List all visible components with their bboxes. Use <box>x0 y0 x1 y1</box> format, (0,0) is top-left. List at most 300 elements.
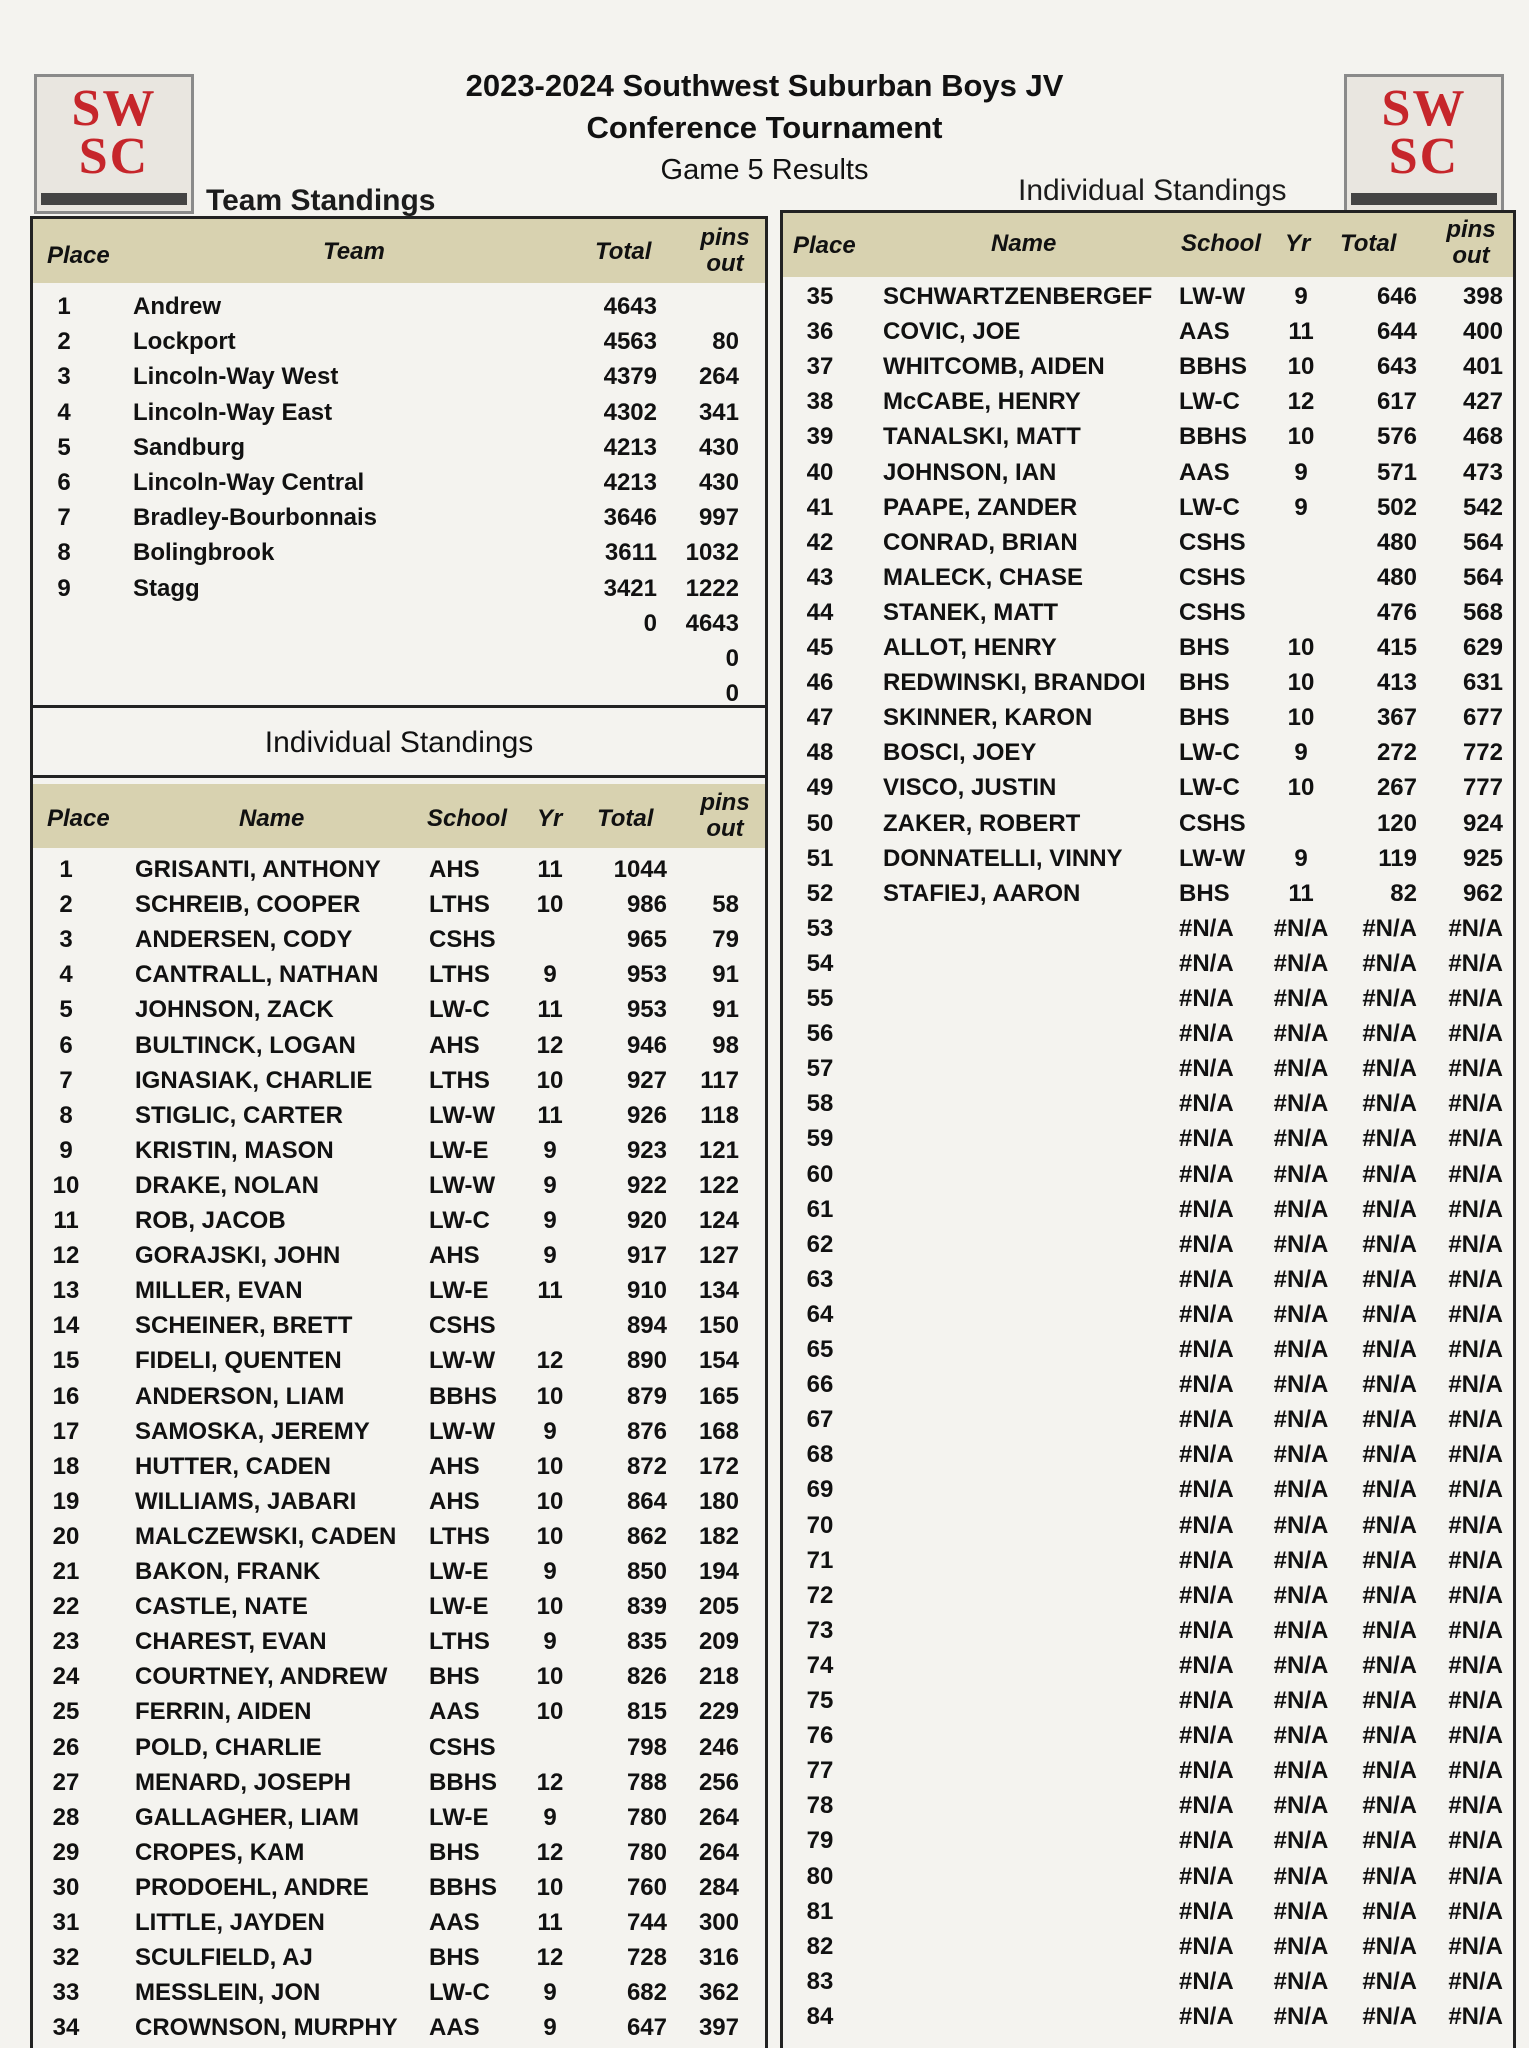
cell-pins: 1222 <box>685 574 739 602</box>
cell-school: BBHS <box>429 1768 498 1796</box>
cell-pins: #N/A <box>1448 2002 1503 2030</box>
cell-total: 1044 <box>613 856 667 883</box>
cell-school: #N/A <box>1179 1300 1234 1328</box>
cell-school: BHS <box>429 1944 480 1972</box>
cell-name: CASTLE, NATE <box>135 1593 308 1621</box>
cell-total: #N/A <box>1362 1020 1417 1048</box>
cell-place: 31 <box>52 1909 80 1936</box>
cell-total: #N/A <box>1362 985 1417 1012</box>
cell-total: #N/A <box>1362 1476 1417 1504</box>
cell-name: PRODOEHL, ANDRE <box>135 1873 369 1901</box>
cell-place: 32 <box>52 1944 80 1972</box>
cell-name: CONRAD, BRIAN <box>883 528 1078 556</box>
cell-name: ANDERSON, LIAM <box>135 1382 345 1410</box>
table-row <box>783 1121 1513 1156</box>
table-row <box>33 1905 765 1940</box>
cell-school: #N/A <box>1179 1757 1234 1785</box>
cell-total: 120 <box>1376 809 1417 837</box>
cell-yr: 9 <box>1294 458 1308 486</box>
cell-total: 3421 <box>603 574 657 602</box>
cell-pins: #N/A <box>1448 1897 1503 1925</box>
cell-school: #N/A <box>1179 1862 1234 1890</box>
cell-school: CSHS <box>429 1733 496 1761</box>
cell-total: 953 <box>626 996 667 1024</box>
cell-pins: 154 <box>698 1347 739 1375</box>
cell-school: #N/A <box>1179 1055 1234 1083</box>
cell-place: 29 <box>52 1838 80 1866</box>
cell-name: SCULFIELD, AJ <box>135 1944 313 1972</box>
cell-name: PAAPE, ZANDER <box>883 493 1078 521</box>
cell-place: 70 <box>806 1511 834 1539</box>
cell-yr: 10 <box>536 1487 564 1515</box>
cell-name: CHAREST, EVAN <box>135 1628 327 1656</box>
table-row <box>33 606 765 641</box>
cell-school: AAS <box>1179 318 1230 346</box>
cell-total: 815 <box>626 1698 667 1726</box>
table-row <box>33 1414 765 1449</box>
cell-place: 67 <box>806 1406 834 1434</box>
page-title: 2023-2024 Southwest Suburban Boys JV <box>465 68 1064 103</box>
table-row <box>33 535 765 570</box>
cell-place: 60 <box>806 1160 834 1188</box>
cell-yr: 9 <box>543 1979 557 2007</box>
cell-pins: #N/A <box>1448 1476 1503 1504</box>
cell-place: 59 <box>806 1125 834 1153</box>
cell-school: #N/A <box>1179 1546 1234 1574</box>
cell-yr: #N/A <box>1273 1090 1329 1118</box>
cell-pins: #N/A <box>1448 1581 1503 1609</box>
table-row <box>33 1519 765 1554</box>
table-row <box>783 770 1513 805</box>
cell-school: LTHS <box>429 1628 490 1656</box>
cell-yr: #N/A <box>1273 949 1329 977</box>
cell-total: #N/A <box>1362 1792 1417 1820</box>
cell-total: #N/A <box>1362 1300 1417 1328</box>
cell-yr: 9 <box>1294 844 1308 872</box>
cell-pins: 209 <box>698 1628 739 1656</box>
cell-total: #N/A <box>1362 1511 1417 1539</box>
cell-total: 82 <box>1390 879 1417 907</box>
cell-place: 10 <box>52 1171 80 1199</box>
table-row <box>33 887 765 922</box>
cell-total: 4213 <box>603 433 657 461</box>
cell-yr: #N/A <box>1273 1651 1329 1679</box>
cell-place: 84 <box>806 2002 834 2030</box>
cell-total: #N/A <box>1362 1862 1417 1890</box>
cell-total: 780 <box>626 1803 667 1831</box>
cell-pins: 1032 <box>685 539 739 567</box>
cell-place: 19 <box>52 1487 80 1515</box>
cell-place: 83 <box>806 1967 834 1995</box>
cell-total: #N/A <box>1362 1125 1417 1153</box>
cell-place: 23 <box>52 1628 80 1656</box>
cell-pins: #N/A <box>1448 1651 1503 1679</box>
table-row <box>33 1098 765 1133</box>
cell-name: GORAJSKI, JOHN <box>135 1242 341 1270</box>
cell-yr: 9 <box>543 1558 557 1585</box>
cell-pins: #N/A <box>1448 1300 1503 1328</box>
cell-total: 953 <box>626 961 667 989</box>
cell-yr: #N/A <box>1273 1371 1329 1399</box>
cell-total: 850 <box>626 1558 667 1585</box>
cell-pins: 79 <box>712 926 739 954</box>
cell-yr: #N/A <box>1273 1441 1329 1469</box>
cell-total: #N/A <box>1362 1090 1417 1118</box>
cell-name: SCHEINER, BRETT <box>135 1312 353 1340</box>
cell-pins: #N/A <box>1448 1616 1503 1644</box>
cell-pins: #N/A <box>1448 1020 1503 1048</box>
cell-team: Lincoln-Way West <box>133 363 339 391</box>
cell-total: 476 <box>1376 598 1417 626</box>
cell-place: 81 <box>806 1897 834 1925</box>
cell-yr: 11 <box>537 996 563 1024</box>
cell-pins: #N/A <box>1448 1055 1503 1083</box>
cell-place: 49 <box>806 774 834 802</box>
cell-name: CANTRALL, NATHAN <box>135 961 379 989</box>
cell-school: LTHS <box>429 1066 490 1094</box>
cell-pins: 264 <box>698 1803 739 1831</box>
cell-pins: 168 <box>698 1417 739 1445</box>
cell-total: 119 <box>1378 844 1417 872</box>
cell-name: ZAKER, ROBERT <box>883 809 1081 837</box>
cell-total: 780 <box>626 1838 667 1866</box>
cell-name: STAFIEJ, AARON <box>883 879 1081 907</box>
cell-school: #N/A <box>1179 1441 1234 1469</box>
table-row <box>33 1730 765 1765</box>
cell-name: ROB, JACOB <box>135 1207 286 1234</box>
cell-yr: 11 <box>537 1909 563 1936</box>
cell-total: #N/A <box>1362 1230 1417 1258</box>
table-row <box>33 571 765 606</box>
cell-pins: 997 <box>698 504 739 532</box>
cell-pins: 0 <box>725 680 739 708</box>
cell-pins: #N/A <box>1448 1160 1503 1188</box>
cell-pins: 229 <box>698 1698 739 1726</box>
cell-team: Sandburg <box>133 433 245 461</box>
cell-team: Andrew <box>133 293 222 320</box>
cell-place: 45 <box>806 634 834 661</box>
cell-pins: #N/A <box>1448 1967 1503 1995</box>
cell-place: 8 <box>59 1101 73 1129</box>
cell-name: McCABE, HENRY <box>883 388 1081 416</box>
table-row <box>783 1823 1513 1858</box>
table-row <box>783 700 1513 735</box>
cell-place: 6 <box>59 1031 73 1059</box>
table-row <box>783 1051 1513 1086</box>
cell-place: 69 <box>806 1476 834 1504</box>
cell-pins: #N/A <box>1448 1687 1503 1714</box>
cell-total: 413 <box>1376 669 1417 697</box>
cell-pins: 316 <box>698 1944 739 1972</box>
cell-place: 12 <box>52 1242 80 1270</box>
table-row <box>783 1367 1513 1402</box>
table-row <box>33 1659 765 1694</box>
table-row <box>783 1086 1513 1121</box>
cell-place: 33 <box>52 1979 80 2007</box>
cell-total: #N/A <box>1362 1757 1417 1785</box>
cell-pins: 341 <box>698 398 739 426</box>
cell-pins: 568 <box>1462 598 1503 626</box>
cell-total: #N/A <box>1362 1932 1417 1960</box>
cell-pins: #N/A <box>1448 1230 1503 1258</box>
cell-total: 4213 <box>603 469 657 496</box>
cell-school: CSHS <box>1179 528 1246 556</box>
cell-school: AAS <box>1179 458 1230 486</box>
cell-place: 68 <box>806 1441 834 1469</box>
cell-pins: #N/A <box>1448 914 1503 942</box>
cell-school: AHS <box>429 856 480 883</box>
cell-total: 744 <box>626 1909 667 1936</box>
cell-school: LW-W <box>429 1101 496 1129</box>
cell-school: #N/A <box>1179 1792 1234 1820</box>
cell-name: LITTLE, JAYDEN <box>135 1909 325 1936</box>
cell-school: #N/A <box>1179 1020 1234 1048</box>
cell-school: #N/A <box>1179 1581 1234 1609</box>
cell-total: #N/A <box>1362 1055 1417 1083</box>
cell-yr: 9 <box>543 1803 557 1831</box>
table-row <box>33 1975 765 2010</box>
cell-pins: 58 <box>712 891 739 919</box>
cell-total: 367 <box>1376 704 1417 732</box>
cell-name: VISCO, JUSTIN <box>883 774 1057 802</box>
individual-left-header: Place Name School Yr Total pins out <box>33 784 765 848</box>
cell-place: 80 <box>806 1862 834 1890</box>
cell-yr: 10 <box>536 1452 564 1480</box>
cell-yr: 9 <box>1294 283 1308 310</box>
cell-school: #N/A <box>1179 1476 1234 1504</box>
cell-place: 75 <box>806 1687 834 1714</box>
cell-name: ALLOT, HENRY <box>883 634 1057 661</box>
table-row <box>783 1578 1513 1613</box>
cell-total: 894 <box>626 1312 667 1340</box>
cell-school: CSHS <box>1179 563 1246 591</box>
page-subtitle: Conference Tournament <box>586 110 943 145</box>
cell-school: LW-C <box>1179 739 1240 767</box>
table-row <box>33 1940 765 1975</box>
cell-place: 58 <box>806 1090 834 1118</box>
cell-yr: 10 <box>536 1066 564 1094</box>
table-row <box>33 359 765 394</box>
cell-pins: 401 <box>1462 353 1503 381</box>
cell-pins: 127 <box>698 1242 739 1270</box>
table-row <box>33 324 765 359</box>
cell-yr: #N/A <box>1273 1967 1329 1995</box>
table-row <box>33 1624 765 1659</box>
cell-yr: 12 <box>1287 388 1315 416</box>
cell-name: BOSCI, JOEY <box>883 739 1037 767</box>
cell-total: #N/A <box>1362 914 1417 942</box>
cell-pins: 400 <box>1462 318 1503 346</box>
cell-total: 835 <box>626 1628 667 1656</box>
cell-team: Stagg <box>133 574 200 602</box>
cell-total: 480 <box>1376 563 1417 591</box>
cell-yr: 11 <box>537 856 563 883</box>
cell-place: 48 <box>806 739 834 767</box>
cell-pins: #N/A <box>1448 1336 1503 1363</box>
cell-place: 3 <box>57 363 71 391</box>
cell-yr: #N/A <box>1273 1230 1329 1258</box>
cell-name: MALCZEWSKI, CADEN <box>135 1522 397 1550</box>
cell-pins: 924 <box>1462 809 1503 837</box>
table-row <box>783 1753 1513 1788</box>
cell-school: LW-C <box>1179 388 1240 416</box>
cell-pins: 284 <box>698 1873 739 1901</box>
cell-total: 798 <box>626 1733 667 1761</box>
cell-total: 4643 <box>603 293 657 320</box>
cell-name: KRISTIN, MASON <box>135 1136 334 1164</box>
cell-school: BBHS <box>429 1382 498 1410</box>
cell-school: #N/A <box>1179 1616 1234 1644</box>
cell-pins: 218 <box>698 1663 739 1691</box>
table-row <box>783 525 1513 560</box>
cell-yr: 9 <box>543 1136 557 1164</box>
cell-name: MENARD, JOSEPH <box>135 1768 352 1796</box>
cell-place: 66 <box>806 1371 834 1399</box>
cell-yr: 10 <box>1287 669 1315 697</box>
cell-name: JOHNSON, IAN <box>883 458 1057 486</box>
cell-team: Bolingbrook <box>133 539 275 567</box>
cell-total: #N/A <box>1362 1546 1417 1574</box>
table-row <box>33 1765 765 1800</box>
cell-school: LW-W <box>1179 844 1246 872</box>
cell-yr: #N/A <box>1273 1827 1329 1855</box>
cell-yr: 10 <box>536 1382 564 1410</box>
table-row <box>33 1133 765 1168</box>
individual-right-header: Place Name School Yr Total pins out <box>783 213 1513 277</box>
cell-place: 52 <box>806 879 834 907</box>
cell-total: 643 <box>1376 353 1417 381</box>
cell-yr: 9 <box>1294 739 1308 767</box>
cell-pins: 182 <box>698 1522 739 1550</box>
cell-total: #N/A <box>1362 1441 1417 1469</box>
cell-place: 34 <box>52 2014 80 2042</box>
table-row <box>33 2010 765 2045</box>
cell-pins: 468 <box>1462 423 1503 451</box>
cell-school: #N/A <box>1179 1651 1234 1679</box>
table-row <box>783 1894 1513 1929</box>
cell-name: FIDELI, QUENTEN <box>135 1347 342 1375</box>
cell-total: 879 <box>626 1382 667 1410</box>
cell-yr: #N/A <box>1273 1300 1329 1328</box>
cell-pins: 165 <box>698 1382 739 1410</box>
cell-name: JOHNSON, ZACK <box>135 996 334 1024</box>
team-standings-table <box>30 216 768 708</box>
cell-school: #N/A <box>1179 2002 1234 2030</box>
cell-yr: #N/A <box>1273 1511 1329 1539</box>
cell-place: 24 <box>52 1663 80 1691</box>
cell-total: 876 <box>626 1417 667 1445</box>
cell-yr: #N/A <box>1273 1897 1329 1925</box>
cell-school: LTHS <box>429 891 490 919</box>
cell-yr: #N/A <box>1273 914 1329 942</box>
cell-place: 20 <box>52 1522 80 1550</box>
cell-name: SAMOSKA, JEREMY <box>135 1417 370 1445</box>
cell-yr: 10 <box>1287 353 1315 381</box>
cell-place: 4 <box>59 961 73 989</box>
cell-total: #N/A <box>1362 1406 1417 1434</box>
cell-total: 788 <box>626 1768 667 1796</box>
cell-school: #N/A <box>1179 1125 1234 1153</box>
table-row <box>33 1273 765 1308</box>
cell-pins: #N/A <box>1448 1546 1503 1574</box>
cell-school: #N/A <box>1179 1230 1234 1258</box>
cell-total: #N/A <box>1362 1687 1417 1714</box>
cell-pins: 180 <box>698 1487 739 1515</box>
cell-total: #N/A <box>1362 1897 1417 1925</box>
table-row <box>783 1437 1513 1472</box>
cell-school: #N/A <box>1179 914 1234 942</box>
cell-place: 14 <box>52 1312 80 1340</box>
cell-name: GALLAGHER, LIAM <box>135 1803 359 1831</box>
cell-place: 11 <box>53 1207 79 1234</box>
cell-total: 760 <box>626 1873 667 1901</box>
table-row <box>783 841 1513 876</box>
team-standings-header: Place Team Total pins out <box>33 219 765 283</box>
cell-place: 64 <box>806 1300 834 1328</box>
cell-name: FERRIN, AIDEN <box>135 1698 312 1726</box>
cell-place: 28 <box>52 1803 80 1831</box>
table-row <box>783 1192 1513 1227</box>
cell-pins: 80 <box>712 328 739 356</box>
cell-place: 21 <box>52 1558 80 1585</box>
cell-pins: 772 <box>1462 739 1503 767</box>
cell-school: CSHS <box>1179 809 1246 837</box>
cell-place: 44 <box>806 598 834 626</box>
cell-school: AAS <box>429 2014 480 2042</box>
cell-team: Bradley-Bourbonnais <box>133 504 378 532</box>
cell-pins: 631 <box>1462 669 1503 697</box>
table-row <box>33 1870 765 1905</box>
individual-standings-left-table <box>30 778 768 2048</box>
cell-total: 617 <box>1376 388 1417 416</box>
cell-total: 0 <box>643 609 657 637</box>
cell-place: 56 <box>806 1020 834 1048</box>
cell-name: SCHREIB, COOPER <box>135 891 361 919</box>
cell-pins: 962 <box>1462 879 1503 907</box>
cell-team: Lincoln-Way East <box>133 398 333 426</box>
cell-school: LW-W <box>429 1417 496 1445</box>
cell-name: COVIC, JOE <box>883 318 1021 346</box>
cell-yr: 10 <box>1287 774 1315 802</box>
team-standings-label: Team Standings <box>206 184 436 217</box>
table-row <box>783 1929 1513 1964</box>
cell-pins: 430 <box>698 469 739 496</box>
cell-place: 16 <box>52 1382 80 1410</box>
cell-school: AHS <box>429 1242 480 1270</box>
cell-place: 77 <box>806 1757 834 1785</box>
cell-total: #N/A <box>1362 1581 1417 1609</box>
cell-total: #N/A <box>1362 2002 1417 2030</box>
cell-school: BHS <box>1179 634 1230 661</box>
table-row <box>33 1203 765 1238</box>
cell-total: 480 <box>1376 528 1417 556</box>
cell-name: HUTTER, CADEN <box>135 1452 331 1480</box>
cell-school: #N/A <box>1179 1195 1234 1223</box>
cell-pins: #N/A <box>1448 1371 1503 1399</box>
cell-total: 986 <box>626 891 667 919</box>
cell-school: AAS <box>429 1698 480 1726</box>
cell-place: 1 <box>59 856 73 883</box>
cell-pins: #N/A <box>1448 1757 1503 1785</box>
cell-total: 272 <box>1376 739 1417 767</box>
cell-yr: 9 <box>543 1417 557 1445</box>
table-row <box>33 465 765 500</box>
cell-name: CROWNSON, MURPHY <box>135 2014 398 2042</box>
cell-place: 42 <box>806 528 834 556</box>
cell-team: Lincoln-Way Central <box>133 469 365 496</box>
cell-place: 65 <box>806 1336 834 1363</box>
cell-total: 917 <box>626 1242 667 1270</box>
